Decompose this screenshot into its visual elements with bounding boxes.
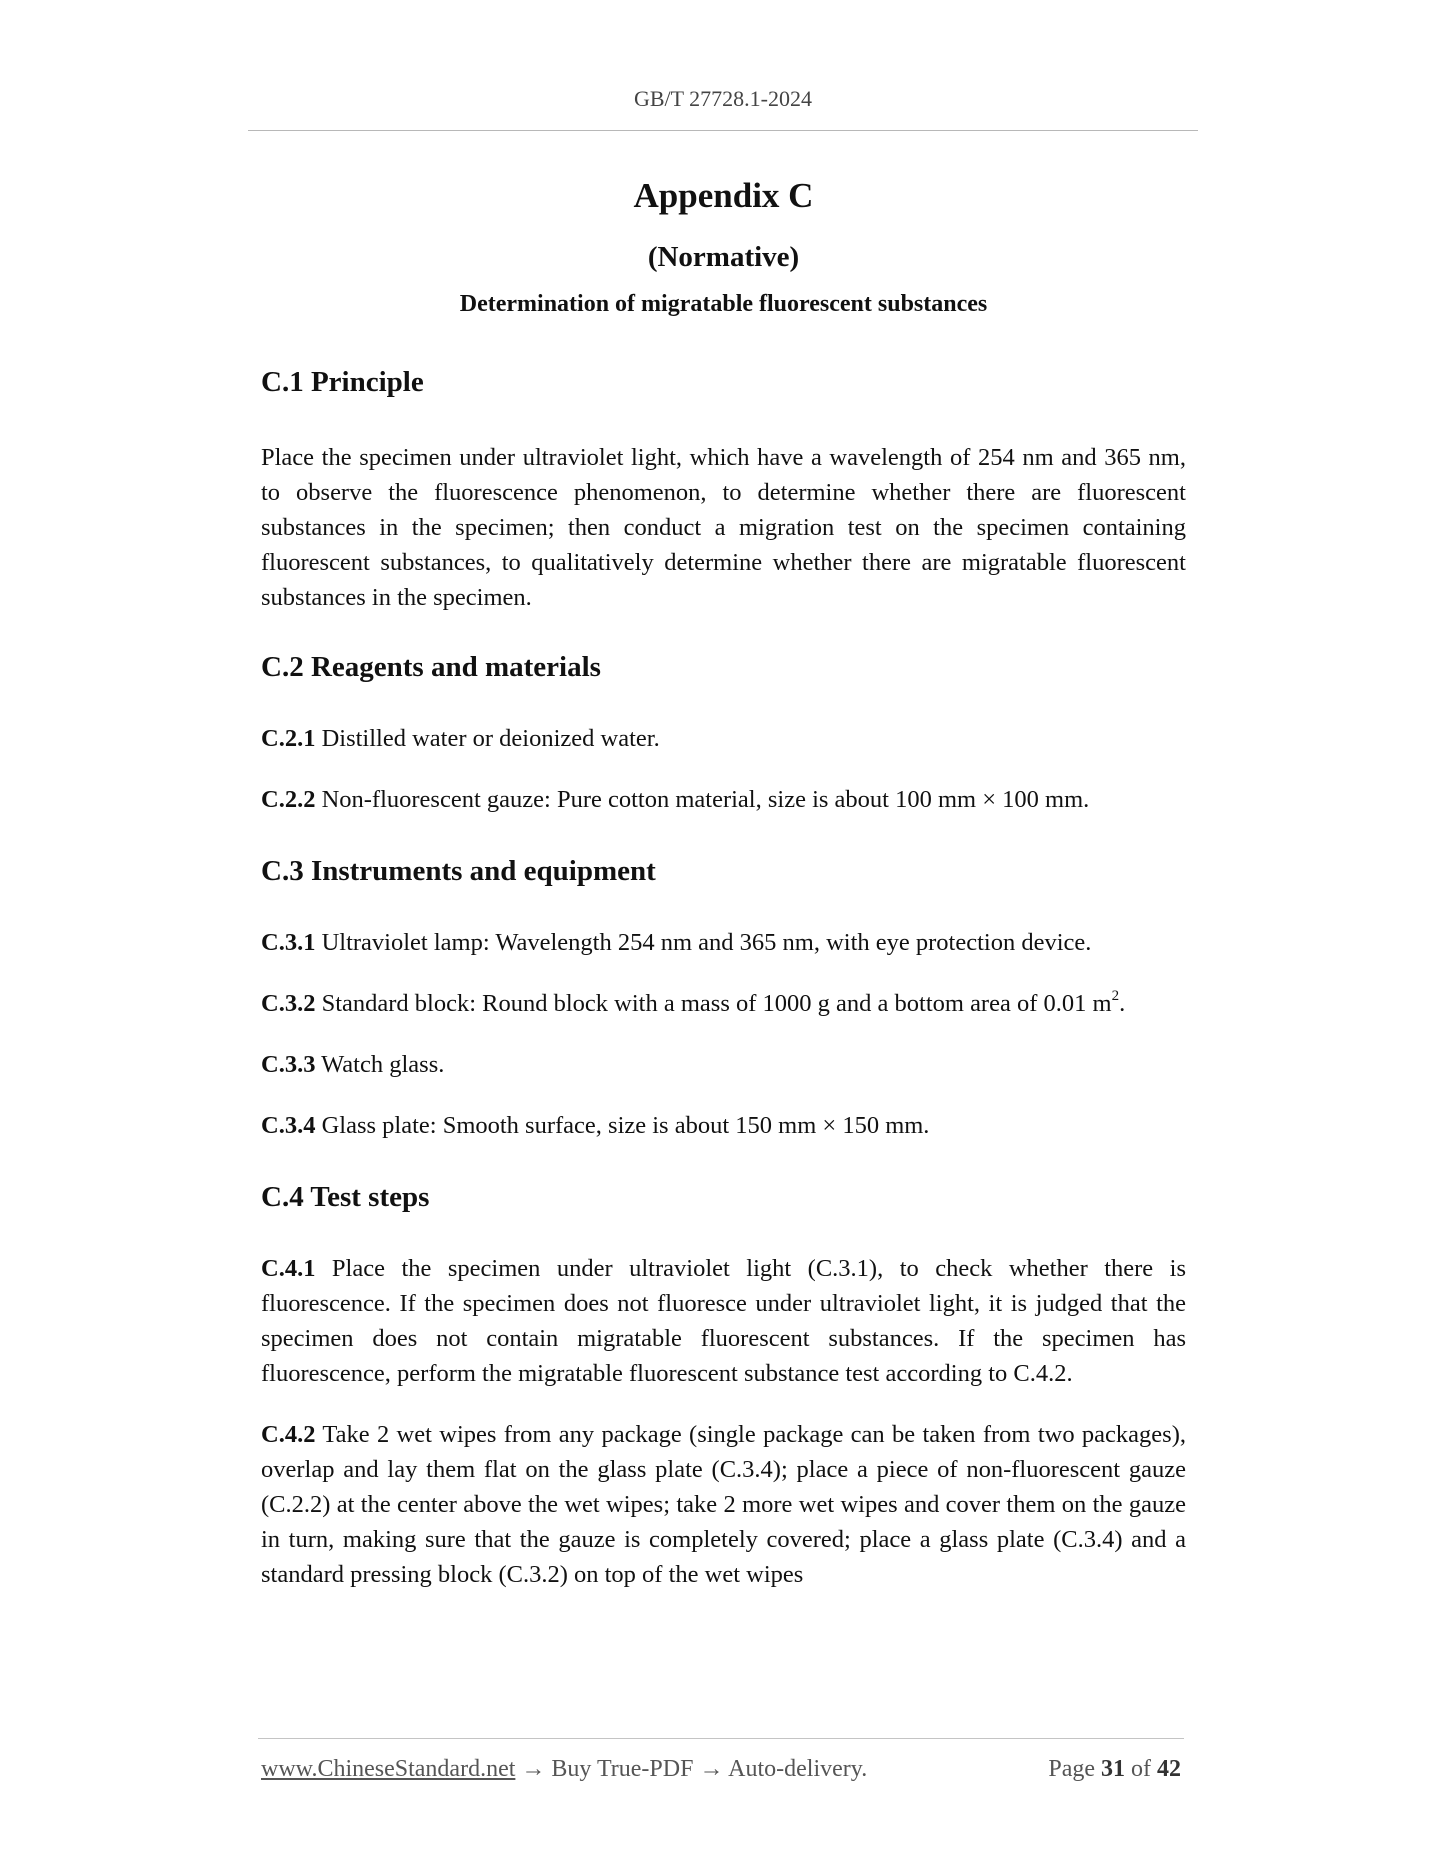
document-header [248, 86, 1198, 112]
section-heading-c1: C.1 Principle [261, 366, 424, 398]
section-heading-c2: C.2 Reagents and materials [261, 651, 601, 683]
clause-number: C.3.2 [261, 990, 316, 1017]
section-heading-c3: C.3 Instruments and equipment [261, 855, 656, 887]
clause-text: Glass plate: Smooth surface, size is about 150 mm × 150 mm. [315, 1112, 930, 1139]
arrow-icon: → [515, 1756, 552, 1782]
clause-c41 [261, 1251, 1186, 1391]
footer-promo [261, 1756, 867, 1783]
standard-code: GB/T 27728.1-2024 [633, 86, 813, 111]
clause-text: Non-fluorescent gauze: Pure cotton material, size is about 100 mm × 100 mm. [315, 786, 1090, 813]
clause-number: C.2.1 [261, 725, 316, 752]
clause-text: Ultraviolet lamp: Wavelength 254 nm and 365 nm, with eye protection device. [315, 929, 1092, 956]
header-divider [248, 130, 1198, 131]
page-of: of [1125, 1756, 1157, 1782]
clause-number: C.3.4 [261, 1112, 316, 1139]
page-indicator [1048, 1756, 1181, 1783]
clause-number: C.3.1 [261, 929, 316, 956]
clause-text: Distilled water or deionized water. [315, 725, 660, 752]
clause-c31 [261, 925, 1186, 960]
appendix-type: (Normative) [647, 241, 800, 273]
section-heading-c4: C.4 Test steps [261, 1181, 430, 1213]
superscript: 2 [1111, 987, 1120, 1004]
clause-text: Watch glass. [315, 1051, 445, 1078]
clause-c22 [261, 782, 1186, 817]
page-content [261, 168, 1186, 1592]
clause-c32 [261, 986, 1186, 1021]
clause-c33 [261, 1047, 1186, 1082]
clause-suffix: . [1119, 990, 1126, 1017]
clause-text: Take 2 wet wipes from any package (single package can be taken from two packages), overlap and lay them flat on the glass plate (C.3.4); place a piece of non-fluorescent gauze (C.2.2) at the center above the wet wipes; take 2 more wet wipes and cover them on the gauze in turn, making sure that the gauze is completely covered; place a glass plate (C.3.4) and a standard pressing block (C.3.2) on top of the wet wipes [261, 1421, 1186, 1588]
arrow-icon: → [693, 1756, 729, 1782]
clause-text: Standard block: Round block with a mass of 1000 g and a bottom area of 0.01 m [315, 990, 1112, 1017]
clause-number: C.2.2 [261, 786, 316, 813]
website-link[interactable]: www.ChineseStandard.net [261, 1756, 516, 1782]
appendix-title: Appendix C [633, 176, 814, 215]
clause-c34 [261, 1108, 1186, 1143]
page-label: Page [1048, 1756, 1101, 1782]
delivery-text: Auto-delivery. [728, 1756, 868, 1782]
appendix-subject: Determination of migratable fluorescent substances [459, 291, 988, 317]
clause-c21 [261, 721, 1186, 756]
buy-text: Buy True-PDF [551, 1756, 694, 1782]
footer-divider [258, 1738, 1184, 1739]
clause-text: Place the specimen under ultraviolet light (C.3.1), to check whether there is fluorescence. If the specimen does not fluoresce under ultraviolet light, it is judged that the specimen does not contain migratable fluorescent substances. If the specimen has fluorescence, perform the migratable fluorescent substance test according to C.4.2. [261, 1255, 1186, 1387]
paragraph-c1: Place the specimen under ultraviolet light, which have a wavelength of 254 nm and 365 nm, to observe the fluorescence phenomenon, to determine whether there are fluorescent substances in the specimen; then conduct a migration test on the specimen containing fluorescent substances, to qualitatively determine whether there are migratable fluorescent substances in the specimen. [261, 444, 1186, 611]
page-current: 31 [1101, 1756, 1125, 1782]
clause-c42 [261, 1417, 1186, 1592]
clause-number: C.4.2 [261, 1421, 316, 1448]
clause-number: C.4.1 [261, 1255, 316, 1282]
page-total: 42 [1157, 1756, 1181, 1782]
clause-number: C.3.3 [261, 1051, 316, 1078]
